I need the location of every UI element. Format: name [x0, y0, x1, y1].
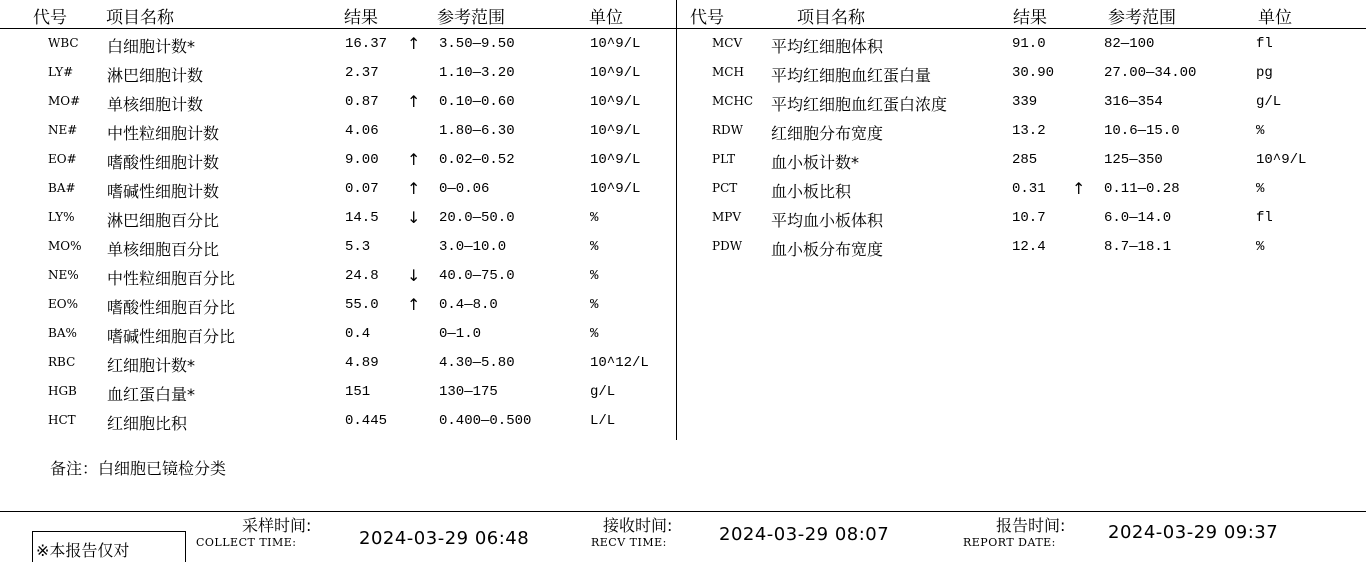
unit: 10^9/L	[590, 36, 641, 52]
table-row	[0, 377, 1366, 406]
result-value: 55.0	[345, 297, 379, 313]
result-value: 91.0	[1012, 36, 1046, 52]
test-name: 白细胞计数*	[107, 37, 196, 56]
test-name: 嗜碱性细胞计数	[107, 182, 220, 201]
test-name: 嗜酸性细胞百分比	[107, 298, 236, 317]
test-name: 中性粒细胞计数	[107, 124, 220, 143]
test-name: 血红蛋白量*	[107, 385, 196, 404]
table-row	[0, 290, 1366, 319]
table-row	[0, 261, 1366, 290]
table-row	[0, 406, 1366, 435]
unit: %	[590, 210, 599, 226]
test-code: MCHC	[712, 94, 754, 108]
header-code: 代号	[690, 8, 724, 28]
result-value: 9.00	[345, 152, 379, 168]
test-code: EO#	[48, 152, 77, 166]
header-result: 结果	[344, 8, 378, 28]
test-code: NE%	[48, 268, 79, 282]
unit: L/L	[590, 413, 616, 429]
unit: %	[1256, 123, 1265, 139]
unit: 10^9/L	[590, 152, 641, 168]
reference-range: 6.0—14.0	[1104, 210, 1172, 226]
test-name: 平均红细胞血红蛋白浓度	[771, 95, 948, 114]
test-code: NE#	[48, 123, 78, 137]
reference-range: 0.400—0.500	[439, 413, 532, 429]
result-value: 0.31	[1012, 181, 1046, 197]
unit: %	[590, 268, 599, 284]
result-value: 285	[1012, 152, 1038, 168]
reference-range: 27.00—34.00	[1104, 65, 1197, 81]
test-code: BA%	[48, 326, 77, 340]
reference-range: 3.0—10.0	[439, 239, 507, 255]
collect-time-label-cn: 采样时间:	[242, 516, 312, 535]
table-row	[0, 29, 1366, 58]
unit: %	[590, 239, 599, 255]
header-name: 项目名称	[797, 8, 865, 28]
unit: g/L	[590, 384, 616, 400]
test-code: MCH	[712, 65, 744, 79]
result-value: 13.2	[1012, 123, 1046, 139]
header-name: 项目名称	[106, 8, 174, 28]
reference-range: 40.0—75.0	[439, 268, 515, 284]
abnormal-flag: ↑	[407, 179, 421, 198]
result-value: 4.06	[345, 123, 379, 139]
recv-time-label-en: RECV TIME:	[591, 536, 667, 549]
footer-rule	[0, 511, 1366, 512]
test-name: 血小板分布宽度	[771, 240, 884, 259]
unit: %	[1256, 239, 1265, 255]
table-row	[0, 58, 1366, 87]
reference-range: 0.02—0.52	[439, 152, 515, 168]
disclaimer-box	[32, 531, 186, 562]
result-value: 24.8	[345, 268, 379, 284]
test-code: HGB	[48, 384, 77, 398]
header-range: 参考范围	[437, 8, 505, 28]
unit: pg	[1256, 65, 1273, 81]
reference-range: 4.30—5.80	[439, 355, 515, 371]
unit: 10^9/L	[1256, 152, 1307, 168]
test-code: LY%	[48, 210, 75, 224]
unit: %	[590, 297, 599, 313]
test-code: EO%	[48, 297, 78, 311]
result-value: 12.4	[1012, 239, 1046, 255]
table-row	[0, 348, 1366, 377]
test-name: 嗜碱性细胞百分比	[107, 327, 236, 346]
report-time-label-en: REPORT DATE:	[963, 536, 1056, 549]
unit: 10^12/L	[590, 355, 649, 371]
reference-range: 1.10—3.20	[439, 65, 515, 81]
abnormal-flag: ↑	[407, 150, 421, 169]
table-row	[0, 174, 1366, 203]
result-value: 151	[345, 384, 371, 400]
test-name: 单核细胞百分比	[107, 240, 220, 259]
abnormal-flag: ↑	[407, 34, 421, 53]
test-name: 淋巴细胞百分比	[107, 211, 220, 230]
test-name: 嗜酸性细胞计数	[107, 153, 220, 172]
test-code: BA#	[48, 181, 76, 195]
reference-range: 82—100	[1104, 36, 1155, 52]
recv-time-value: 2024-03-29 08:07	[719, 524, 890, 545]
unit: 10^9/L	[590, 65, 641, 81]
result-value: 16.37	[345, 36, 388, 52]
disclaimer-text: ※本报告仅对	[36, 541, 130, 560]
reference-range: 130—175	[439, 384, 498, 400]
unit: 10^9/L	[590, 123, 641, 139]
test-name: 平均红细胞体积	[771, 37, 884, 56]
result-value: 0.07	[345, 181, 379, 197]
test-name: 血小板比积	[771, 182, 852, 201]
test-code: RBC	[48, 355, 76, 369]
test-code: MCV	[712, 36, 743, 50]
result-value: 30.90	[1012, 65, 1055, 81]
table-row	[0, 319, 1366, 348]
test-name: 平均红细胞血红蛋白量	[771, 66, 932, 85]
table-row	[0, 203, 1366, 232]
reference-range: 125—350	[1104, 152, 1163, 168]
test-code: RDW	[712, 123, 743, 137]
unit: fl	[1256, 210, 1273, 226]
reference-range: 0.4—8.0	[439, 297, 498, 313]
reference-range: 0.11—0.28	[1104, 181, 1180, 197]
reference-range: 1.80—6.30	[439, 123, 515, 139]
abnormal-flag: ↓	[407, 266, 421, 285]
reference-range: 20.0—50.0	[439, 210, 515, 226]
unit: g/L	[1256, 94, 1282, 110]
report-time-label-cn: 报告时间:	[996, 516, 1066, 535]
table-row	[0, 116, 1366, 145]
reference-range: 316—354	[1104, 94, 1163, 110]
header-range: 参考范围	[1108, 8, 1176, 28]
test-code: WBC	[48, 36, 79, 50]
collect-time-value: 2024-03-29 06:48	[359, 528, 530, 549]
result-value: 339	[1012, 94, 1038, 110]
test-code: MO%	[48, 239, 82, 253]
reference-range: 0.10—0.60	[439, 94, 515, 110]
test-code: MPV	[712, 210, 742, 224]
unit: %	[1256, 181, 1265, 197]
table-row	[0, 87, 1366, 116]
reference-range: 8.7—18.1	[1104, 239, 1172, 255]
test-code: MO#	[48, 94, 81, 108]
result-value: 0.4	[345, 326, 371, 342]
test-name: 单核细胞计数	[107, 95, 204, 114]
result-value: 2.37	[345, 65, 379, 81]
test-name: 平均血小板体积	[771, 211, 884, 230]
test-name: 中性粒细胞百分比	[107, 269, 236, 288]
test-name: 淋巴细胞计数	[107, 66, 204, 85]
test-code: PCT	[712, 181, 738, 195]
result-value: 14.5	[345, 210, 379, 226]
test-name: 红细胞计数*	[107, 356, 196, 375]
collect-time-label-en: COLLECT TIME:	[196, 536, 297, 549]
result-value: 0.445	[345, 413, 388, 429]
reference-range: 0—1.0	[439, 326, 482, 342]
reference-range: 10.6—15.0	[1104, 123, 1180, 139]
remark-note: 备注：白细胞已镜检分类	[50, 459, 227, 478]
test-name: 红细胞比积	[107, 414, 188, 433]
test-name: 血小板计数*	[771, 153, 860, 172]
report-time-value: 2024-03-29 09:37	[1108, 522, 1279, 543]
reference-range: 3.50—9.50	[439, 36, 515, 52]
test-code: PDW	[712, 239, 743, 253]
test-code: HCT	[48, 413, 76, 427]
result-value: 5.3	[345, 239, 371, 255]
recv-time-label-cn: 接收时间:	[603, 516, 673, 535]
result-value: 10.7	[1012, 210, 1046, 226]
test-name: 红细胞分布宽度	[771, 124, 884, 143]
result-value: 0.87	[345, 94, 379, 110]
abnormal-flag: ↑	[407, 295, 421, 314]
header-unit: 单位	[1258, 8, 1292, 28]
test-code: PLT	[712, 152, 736, 166]
header-result: 结果	[1013, 8, 1047, 28]
table-row	[0, 232, 1366, 261]
unit: %	[590, 326, 599, 342]
abnormal-flag: ↑	[407, 92, 421, 111]
abnormal-flag: ↓	[407, 208, 421, 227]
header-unit: 单位	[589, 8, 623, 28]
header-code: 代号	[33, 8, 67, 28]
result-value: 4.89	[345, 355, 379, 371]
unit: 10^9/L	[590, 181, 641, 197]
unit: 10^9/L	[590, 94, 641, 110]
reference-range: 0—0.06	[439, 181, 490, 197]
abnormal-flag: ↑	[1072, 179, 1086, 198]
unit: fl	[1256, 36, 1273, 52]
test-code: LY#	[48, 65, 74, 79]
table-row	[0, 145, 1366, 174]
